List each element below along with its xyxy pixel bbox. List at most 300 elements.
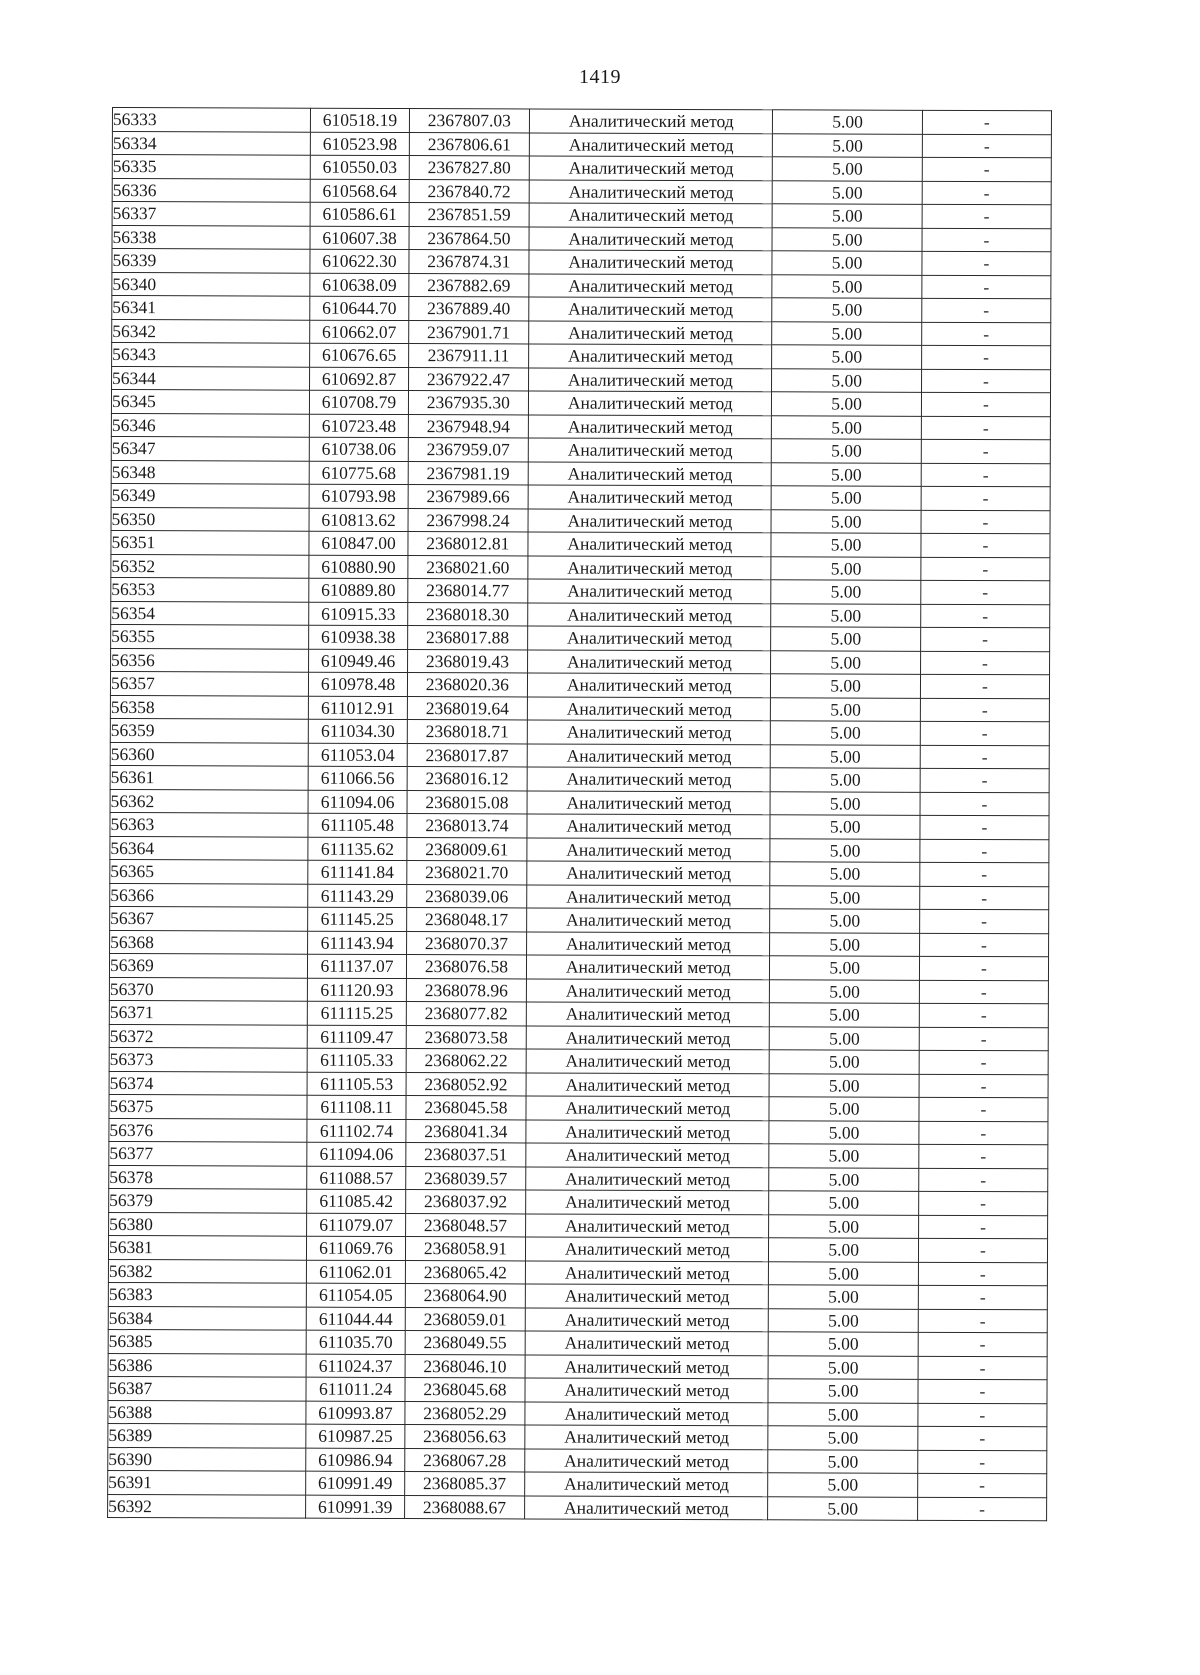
method-cell: Аналитический метод bbox=[529, 156, 772, 180]
accuracy-cell: 5.00 bbox=[769, 1191, 918, 1215]
method-cell: Аналитический метод bbox=[525, 1401, 768, 1425]
accuracy-cell: 5.00 bbox=[771, 627, 920, 651]
y-coordinate-cell: 2368046.10 bbox=[405, 1354, 526, 1378]
note-cell: - bbox=[921, 580, 1050, 604]
note-cell: - bbox=[920, 745, 1049, 769]
accuracy-cell: 5.00 bbox=[770, 1026, 919, 1050]
table-row bbox=[111, 554, 1050, 581]
y-coordinate-cell: 2368017.88 bbox=[407, 626, 528, 650]
point-id-cell: 56349 bbox=[111, 483, 310, 507]
point-id-cell: 56346 bbox=[111, 413, 310, 437]
accuracy-cell: 5.00 bbox=[772, 274, 921, 298]
x-coordinate-cell: 610991.49 bbox=[306, 1471, 404, 1495]
note-cell: - bbox=[919, 909, 1048, 933]
method-cell: Аналитический метод bbox=[526, 1190, 769, 1214]
table-row bbox=[109, 1212, 1048, 1239]
y-coordinate-cell: 2368058.91 bbox=[405, 1237, 526, 1261]
y-coordinate-cell: 2367959.07 bbox=[408, 438, 529, 462]
table-row bbox=[111, 577, 1050, 604]
method-cell: Аналитический метод bbox=[526, 1237, 769, 1261]
table-row bbox=[108, 1494, 1047, 1521]
method-cell: Аналитический метод bbox=[527, 955, 770, 979]
method-cell: Аналитический метод bbox=[529, 391, 772, 415]
note-cell: - bbox=[919, 1121, 1048, 1145]
accuracy-cell: 5.00 bbox=[769, 1167, 918, 1191]
table-row bbox=[108, 1470, 1047, 1497]
accuracy-cell: 5.00 bbox=[768, 1402, 917, 1426]
note-cell: - bbox=[922, 228, 1051, 252]
point-id-cell: 56389 bbox=[108, 1423, 307, 1447]
note-cell: - bbox=[921, 533, 1050, 557]
y-coordinate-cell: 2368076.58 bbox=[406, 955, 527, 979]
y-coordinate-cell: 2368073.58 bbox=[406, 1025, 527, 1049]
point-id-cell: 56335 bbox=[112, 155, 311, 179]
method-cell: Аналитический метод bbox=[527, 931, 770, 955]
table-row bbox=[111, 507, 1050, 534]
point-id-cell: 56384 bbox=[108, 1306, 307, 1330]
point-id-cell: 56361 bbox=[110, 765, 309, 789]
y-coordinate-cell: 2368018.71 bbox=[407, 720, 528, 744]
point-id-cell: 56337 bbox=[112, 202, 311, 226]
note-cell: - bbox=[919, 1003, 1048, 1027]
y-coordinate-cell: 2368048.57 bbox=[405, 1213, 526, 1237]
point-id-cell: 56343 bbox=[112, 343, 311, 367]
method-cell: Аналитический метод bbox=[529, 414, 772, 438]
accuracy-cell: 5.00 bbox=[770, 885, 919, 909]
table-row bbox=[111, 483, 1050, 510]
accuracy-cell: 5.00 bbox=[770, 815, 919, 839]
accuracy-cell: 5.00 bbox=[772, 415, 921, 439]
x-coordinate-cell: 610880.90 bbox=[309, 555, 407, 579]
note-cell: - bbox=[922, 275, 1051, 299]
point-id-cell: 56358 bbox=[110, 695, 309, 719]
point-id-cell: 56382 bbox=[108, 1259, 307, 1283]
table-row bbox=[111, 601, 1050, 628]
x-coordinate-cell: 610622.30 bbox=[310, 249, 408, 273]
note-cell: - bbox=[920, 815, 1049, 839]
table-row bbox=[108, 1306, 1047, 1333]
x-coordinate-cell: 610949.46 bbox=[309, 649, 407, 673]
y-coordinate-cell: 2368052.29 bbox=[405, 1401, 526, 1425]
point-id-cell: 56341 bbox=[112, 296, 311, 320]
method-cell: Аналитический метод bbox=[527, 884, 770, 908]
y-coordinate-cell: 2368014.77 bbox=[407, 579, 528, 603]
table-row bbox=[112, 272, 1051, 299]
accuracy-cell: 5.00 bbox=[769, 1355, 918, 1379]
method-cell: Аналитический метод bbox=[528, 485, 771, 509]
x-coordinate-cell: 610662.07 bbox=[310, 320, 408, 344]
accuracy-cell: 5.00 bbox=[771, 791, 920, 815]
table-row bbox=[108, 1400, 1047, 1427]
y-coordinate-cell: 2368012.81 bbox=[408, 532, 529, 556]
table-row bbox=[110, 671, 1049, 698]
y-coordinate-cell: 2368065.42 bbox=[405, 1260, 526, 1284]
accuracy-cell: 5.00 bbox=[772, 368, 921, 392]
table-row bbox=[112, 178, 1051, 205]
method-cell: Аналитический метод bbox=[525, 1425, 768, 1449]
note-cell: - bbox=[918, 1450, 1047, 1474]
accuracy-cell: 5.00 bbox=[773, 110, 922, 134]
method-cell: Аналитический метод bbox=[525, 1472, 768, 1496]
note-cell: - bbox=[918, 1403, 1047, 1427]
note-cell: - bbox=[918, 1262, 1047, 1286]
table-row bbox=[110, 718, 1049, 745]
y-coordinate-cell: 2368064.90 bbox=[405, 1284, 526, 1308]
accuracy-cell: 5.00 bbox=[770, 1003, 919, 1027]
note-cell: - bbox=[922, 157, 1051, 181]
y-coordinate-cell: 2367911.11 bbox=[408, 344, 529, 368]
y-coordinate-cell: 2368077.82 bbox=[406, 1002, 527, 1026]
table-row bbox=[109, 1141, 1048, 1168]
x-coordinate-cell: 610586.61 bbox=[311, 202, 409, 226]
table-row bbox=[110, 695, 1049, 722]
x-coordinate-cell: 611035.70 bbox=[307, 1330, 405, 1354]
method-cell: Аналитический метод bbox=[528, 555, 771, 579]
accuracy-cell: 5.00 bbox=[769, 1238, 918, 1262]
x-coordinate-cell: 610518.19 bbox=[311, 108, 409, 132]
x-coordinate-cell: 611143.29 bbox=[308, 884, 406, 908]
point-id-cell: 56367 bbox=[110, 906, 309, 930]
x-coordinate-cell: 611109.47 bbox=[308, 1025, 406, 1049]
method-cell: Аналитический метод bbox=[530, 132, 773, 156]
point-id-cell: 56380 bbox=[109, 1212, 308, 1236]
point-id-cell: 56344 bbox=[112, 366, 311, 390]
y-coordinate-cell: 2368052.92 bbox=[406, 1072, 527, 1096]
y-coordinate-cell: 2368013.74 bbox=[407, 814, 528, 838]
y-coordinate-cell: 2367827.80 bbox=[409, 156, 530, 180]
x-coordinate-cell: 611024.37 bbox=[307, 1354, 405, 1378]
point-id-cell: 56375 bbox=[109, 1094, 308, 1118]
point-id-cell: 56390 bbox=[108, 1447, 307, 1471]
table-row bbox=[108, 1423, 1047, 1450]
table-row bbox=[109, 1188, 1048, 1215]
x-coordinate-cell: 610993.87 bbox=[306, 1401, 404, 1425]
point-id-cell: 56351 bbox=[111, 530, 310, 554]
y-coordinate-cell: 2367806.61 bbox=[409, 132, 530, 156]
point-id-cell: 56385 bbox=[108, 1329, 307, 1353]
x-coordinate-cell: 611102.74 bbox=[307, 1119, 405, 1143]
note-cell: - bbox=[922, 298, 1051, 322]
table-row bbox=[110, 789, 1049, 816]
y-coordinate-cell: 2367851.59 bbox=[409, 203, 530, 227]
accuracy-cell: 5.00 bbox=[769, 1261, 918, 1285]
point-id-cell: 56348 bbox=[111, 460, 310, 484]
x-coordinate-cell: 611143.94 bbox=[308, 931, 406, 955]
method-cell: Аналитический метод bbox=[529, 297, 772, 321]
y-coordinate-cell: 2368020.36 bbox=[407, 673, 528, 697]
page-number: 1419 bbox=[579, 66, 621, 88]
point-id-cell: 56360 bbox=[110, 742, 309, 766]
point-id-cell: 56378 bbox=[109, 1165, 308, 1189]
note-cell: - bbox=[921, 345, 1050, 369]
note-cell: - bbox=[918, 1238, 1047, 1262]
table-row bbox=[112, 343, 1051, 370]
point-id-cell: 56359 bbox=[110, 718, 309, 742]
point-id-cell: 56376 bbox=[109, 1118, 308, 1142]
note-cell: - bbox=[922, 251, 1051, 275]
method-cell: Аналитический метод bbox=[529, 179, 772, 203]
y-coordinate-cell: 2367874.31 bbox=[409, 250, 530, 274]
point-id-cell: 56383 bbox=[108, 1282, 307, 1306]
accuracy-cell: 5.00 bbox=[772, 298, 921, 322]
accuracy-cell: 5.00 bbox=[771, 509, 920, 533]
x-coordinate-cell: 611105.48 bbox=[308, 813, 406, 837]
method-cell: Аналитический метод bbox=[530, 109, 773, 133]
y-coordinate-cell: 2368019.43 bbox=[407, 649, 528, 673]
accuracy-cell: 5.00 bbox=[771, 768, 920, 792]
x-coordinate-cell: 610793.98 bbox=[310, 484, 408, 508]
method-cell: Аналитический метод bbox=[526, 1166, 769, 1190]
note-cell: - bbox=[919, 1144, 1048, 1168]
method-cell: Аналитический метод bbox=[526, 1002, 769, 1026]
note-cell: - bbox=[919, 1097, 1048, 1121]
method-cell: Аналитический метод bbox=[526, 1025, 769, 1049]
note-cell: - bbox=[920, 792, 1049, 816]
x-coordinate-cell: 611105.33 bbox=[308, 1048, 406, 1072]
point-id-cell: 56345 bbox=[111, 390, 310, 414]
y-coordinate-cell: 2368037.51 bbox=[405, 1143, 526, 1167]
point-id-cell: 56371 bbox=[109, 1000, 308, 1024]
point-id-cell: 56350 bbox=[111, 507, 310, 531]
method-cell: Аналитический метод bbox=[527, 767, 770, 791]
method-cell: Аналитический метод bbox=[526, 1260, 769, 1284]
x-coordinate-cell: 610889.80 bbox=[309, 578, 407, 602]
point-id-cell: 56339 bbox=[112, 249, 311, 273]
accuracy-cell: 5.00 bbox=[769, 1144, 918, 1168]
point-id-cell: 56377 bbox=[109, 1141, 308, 1165]
method-cell: Аналитический метод bbox=[527, 790, 770, 814]
note-cell: - bbox=[920, 651, 1049, 675]
point-id-cell: 56381 bbox=[108, 1235, 307, 1259]
y-coordinate-cell: 2368015.08 bbox=[407, 790, 528, 814]
x-coordinate-cell: 611108.11 bbox=[307, 1095, 405, 1119]
accuracy-cell: 5.00 bbox=[770, 956, 919, 980]
method-cell: Аналитический метод bbox=[528, 696, 771, 720]
point-id-cell: 56355 bbox=[111, 624, 310, 648]
x-coordinate-cell: 610847.00 bbox=[309, 531, 407, 555]
method-cell: Аналитический метод bbox=[528, 461, 771, 485]
method-cell: Аналитический метод bbox=[526, 1213, 769, 1237]
note-cell: - bbox=[918, 1215, 1047, 1239]
x-coordinate-cell: 611105.53 bbox=[308, 1072, 406, 1096]
y-coordinate-cell: 2368088.67 bbox=[404, 1495, 525, 1519]
table-row bbox=[108, 1259, 1047, 1286]
y-coordinate-cell: 2368059.01 bbox=[405, 1307, 526, 1331]
method-cell: Аналитический метод bbox=[527, 743, 770, 767]
y-coordinate-cell: 2368039.06 bbox=[406, 884, 527, 908]
point-id-cell: 56363 bbox=[110, 812, 309, 836]
x-coordinate-cell: 611011.24 bbox=[306, 1377, 404, 1401]
method-cell: Аналитический метод bbox=[525, 1448, 768, 1472]
point-id-cell: 56387 bbox=[108, 1376, 307, 1400]
accuracy-cell: 5.00 bbox=[770, 1073, 919, 1097]
point-id-cell: 56388 bbox=[108, 1400, 307, 1424]
method-cell: Аналитический метод bbox=[529, 226, 772, 250]
note-cell: - bbox=[921, 510, 1050, 534]
method-cell: Аналитический метод bbox=[528, 438, 771, 462]
accuracy-cell: 5.00 bbox=[772, 251, 921, 275]
x-coordinate-cell: 611085.42 bbox=[307, 1189, 405, 1213]
x-coordinate-cell: 611141.84 bbox=[308, 860, 406, 884]
point-id-cell: 56370 bbox=[109, 977, 308, 1001]
coordinates-table bbox=[107, 107, 1052, 1521]
accuracy-cell: 5.00 bbox=[769, 1214, 918, 1238]
accuracy-cell: 5.00 bbox=[772, 321, 921, 345]
x-coordinate-cell: 610738.06 bbox=[310, 437, 408, 461]
y-coordinate-cell: 2368045.58 bbox=[406, 1096, 527, 1120]
x-coordinate-cell: 610978.48 bbox=[309, 672, 407, 696]
x-coordinate-cell: 610523.98 bbox=[311, 132, 409, 156]
y-coordinate-cell: 2367840.72 bbox=[409, 179, 530, 203]
method-cell: Аналитический метод bbox=[528, 602, 771, 626]
accuracy-cell: 5.00 bbox=[772, 439, 921, 463]
y-coordinate-cell: 2367998.24 bbox=[408, 508, 529, 532]
x-coordinate-cell: 610991.39 bbox=[306, 1495, 404, 1519]
y-coordinate-cell: 2368016.12 bbox=[407, 767, 528, 791]
x-coordinate-cell: 611062.01 bbox=[307, 1260, 405, 1284]
x-coordinate-cell: 610550.03 bbox=[311, 155, 409, 179]
note-cell: - bbox=[921, 416, 1050, 440]
x-coordinate-cell: 611094.06 bbox=[307, 1142, 405, 1166]
note-cell: - bbox=[919, 956, 1048, 980]
point-id-cell: 56373 bbox=[109, 1047, 308, 1071]
accuracy-cell: 5.00 bbox=[770, 862, 919, 886]
method-cell: Аналитический метод bbox=[528, 508, 771, 532]
note-cell: - bbox=[922, 134, 1051, 158]
accuracy-cell: 5.00 bbox=[769, 1120, 918, 1144]
x-coordinate-cell: 610723.48 bbox=[310, 414, 408, 438]
y-coordinate-cell: 2368021.70 bbox=[406, 861, 527, 885]
y-coordinate-cell: 2368018.30 bbox=[407, 602, 528, 626]
note-cell: - bbox=[920, 839, 1049, 863]
accuracy-cell: 5.00 bbox=[769, 1285, 918, 1309]
point-id-cell: 56372 bbox=[109, 1024, 308, 1048]
table-row bbox=[111, 648, 1050, 675]
y-coordinate-cell: 2368062.22 bbox=[406, 1049, 527, 1073]
note-cell: - bbox=[919, 933, 1048, 957]
method-cell: Аналитический метод bbox=[525, 1307, 768, 1331]
method-cell: Аналитический метод bbox=[528, 532, 771, 556]
table-row bbox=[112, 131, 1051, 158]
accuracy-cell: 5.00 bbox=[770, 838, 919, 862]
accuracy-cell: 5.00 bbox=[771, 650, 920, 674]
y-coordinate-cell: 2367922.47 bbox=[408, 367, 529, 391]
y-coordinate-cell: 2368056.63 bbox=[404, 1425, 525, 1449]
note-cell: - bbox=[922, 181, 1051, 205]
x-coordinate-cell: 610915.33 bbox=[309, 602, 407, 626]
note-cell: - bbox=[921, 392, 1050, 416]
y-coordinate-cell: 2367981.19 bbox=[408, 461, 529, 485]
point-id-cell: 56364 bbox=[110, 836, 309, 860]
note-cell: - bbox=[919, 1050, 1048, 1074]
accuracy-cell: 5.00 bbox=[771, 603, 920, 627]
y-coordinate-cell: 2367948.94 bbox=[408, 414, 529, 438]
x-coordinate-cell: 610568.64 bbox=[311, 179, 409, 203]
table-row bbox=[111, 460, 1050, 487]
method-cell: Аналитический метод bbox=[528, 626, 771, 650]
note-cell: - bbox=[920, 768, 1049, 792]
accuracy-cell: 5.00 bbox=[773, 204, 922, 228]
method-cell: Аналитический метод bbox=[525, 1331, 768, 1355]
method-cell: Аналитический метод bbox=[525, 1495, 768, 1519]
x-coordinate-cell: 611034.30 bbox=[309, 719, 407, 743]
method-cell: Аналитический метод bbox=[526, 1143, 769, 1167]
accuracy-cell: 5.00 bbox=[768, 1426, 917, 1450]
note-cell: - bbox=[921, 463, 1050, 487]
accuracy-cell: 5.00 bbox=[768, 1473, 917, 1497]
method-cell: Аналитический метод bbox=[528, 649, 771, 673]
point-id-cell: 56379 bbox=[109, 1188, 308, 1212]
y-coordinate-cell: 2367807.03 bbox=[409, 109, 530, 133]
y-coordinate-cell: 2367882.69 bbox=[408, 273, 529, 297]
accuracy-cell: 5.00 bbox=[770, 932, 919, 956]
note-cell: - bbox=[921, 439, 1050, 463]
point-id-cell: 56362 bbox=[110, 789, 309, 813]
point-id-cell: 56354 bbox=[111, 601, 310, 625]
note-cell: - bbox=[921, 486, 1050, 510]
note-cell: - bbox=[920, 862, 1049, 886]
table-row bbox=[110, 836, 1049, 863]
y-coordinate-cell: 2368041.34 bbox=[406, 1119, 527, 1143]
x-coordinate-cell: 610775.68 bbox=[310, 461, 408, 485]
accuracy-cell: 5.00 bbox=[770, 909, 919, 933]
method-cell: Аналитический метод bbox=[527, 814, 770, 838]
point-id-cell: 56386 bbox=[108, 1353, 307, 1377]
x-coordinate-cell: 610986.94 bbox=[306, 1448, 404, 1472]
method-cell: Аналитический метод bbox=[528, 579, 771, 603]
y-coordinate-cell: 2367889.40 bbox=[408, 297, 529, 321]
x-coordinate-cell: 610938.38 bbox=[309, 625, 407, 649]
point-id-cell: 56334 bbox=[112, 131, 311, 155]
accuracy-cell: 5.00 bbox=[768, 1379, 917, 1403]
note-cell: - bbox=[918, 1285, 1047, 1309]
table-row bbox=[111, 436, 1050, 463]
y-coordinate-cell: 2367864.50 bbox=[409, 226, 530, 250]
accuracy-cell: 5.00 bbox=[773, 133, 922, 157]
y-coordinate-cell: 2368017.87 bbox=[407, 743, 528, 767]
method-cell: Аналитический метод bbox=[527, 837, 770, 861]
point-id-cell: 56356 bbox=[111, 648, 310, 672]
accuracy-cell: 5.00 bbox=[771, 744, 920, 768]
x-coordinate-cell: 610813.62 bbox=[309, 508, 407, 532]
table-row bbox=[112, 366, 1051, 393]
accuracy-cell: 5.00 bbox=[773, 180, 922, 204]
accuracy-cell: 5.00 bbox=[773, 157, 922, 181]
accuracy-cell: 5.00 bbox=[772, 462, 921, 486]
table-row bbox=[109, 953, 1048, 980]
x-coordinate-cell: 611135.62 bbox=[308, 837, 406, 861]
point-id-cell: 56392 bbox=[108, 1494, 307, 1518]
y-coordinate-cell: 2367935.30 bbox=[408, 391, 529, 415]
y-coordinate-cell: 2368019.64 bbox=[407, 696, 528, 720]
accuracy-cell: 5.00 bbox=[771, 697, 920, 721]
point-id-cell: 56342 bbox=[112, 319, 311, 343]
y-coordinate-cell: 2368021.60 bbox=[407, 555, 528, 579]
point-id-cell: 56391 bbox=[108, 1470, 307, 1494]
point-id-cell: 56365 bbox=[110, 859, 309, 883]
method-cell: Аналитический метод bbox=[526, 1119, 769, 1143]
note-cell: - bbox=[918, 1426, 1047, 1450]
table-row bbox=[109, 1047, 1048, 1074]
table-row bbox=[112, 249, 1051, 276]
point-id-cell: 56336 bbox=[112, 178, 311, 202]
note-cell: - bbox=[921, 604, 1050, 628]
method-cell: Аналитический метод bbox=[529, 203, 772, 227]
accuracy-cell: 5.00 bbox=[772, 486, 921, 510]
x-coordinate-cell: 611094.06 bbox=[309, 790, 407, 814]
method-cell: Аналитический метод bbox=[529, 320, 772, 344]
method-cell: Аналитический метод bbox=[526, 1096, 769, 1120]
